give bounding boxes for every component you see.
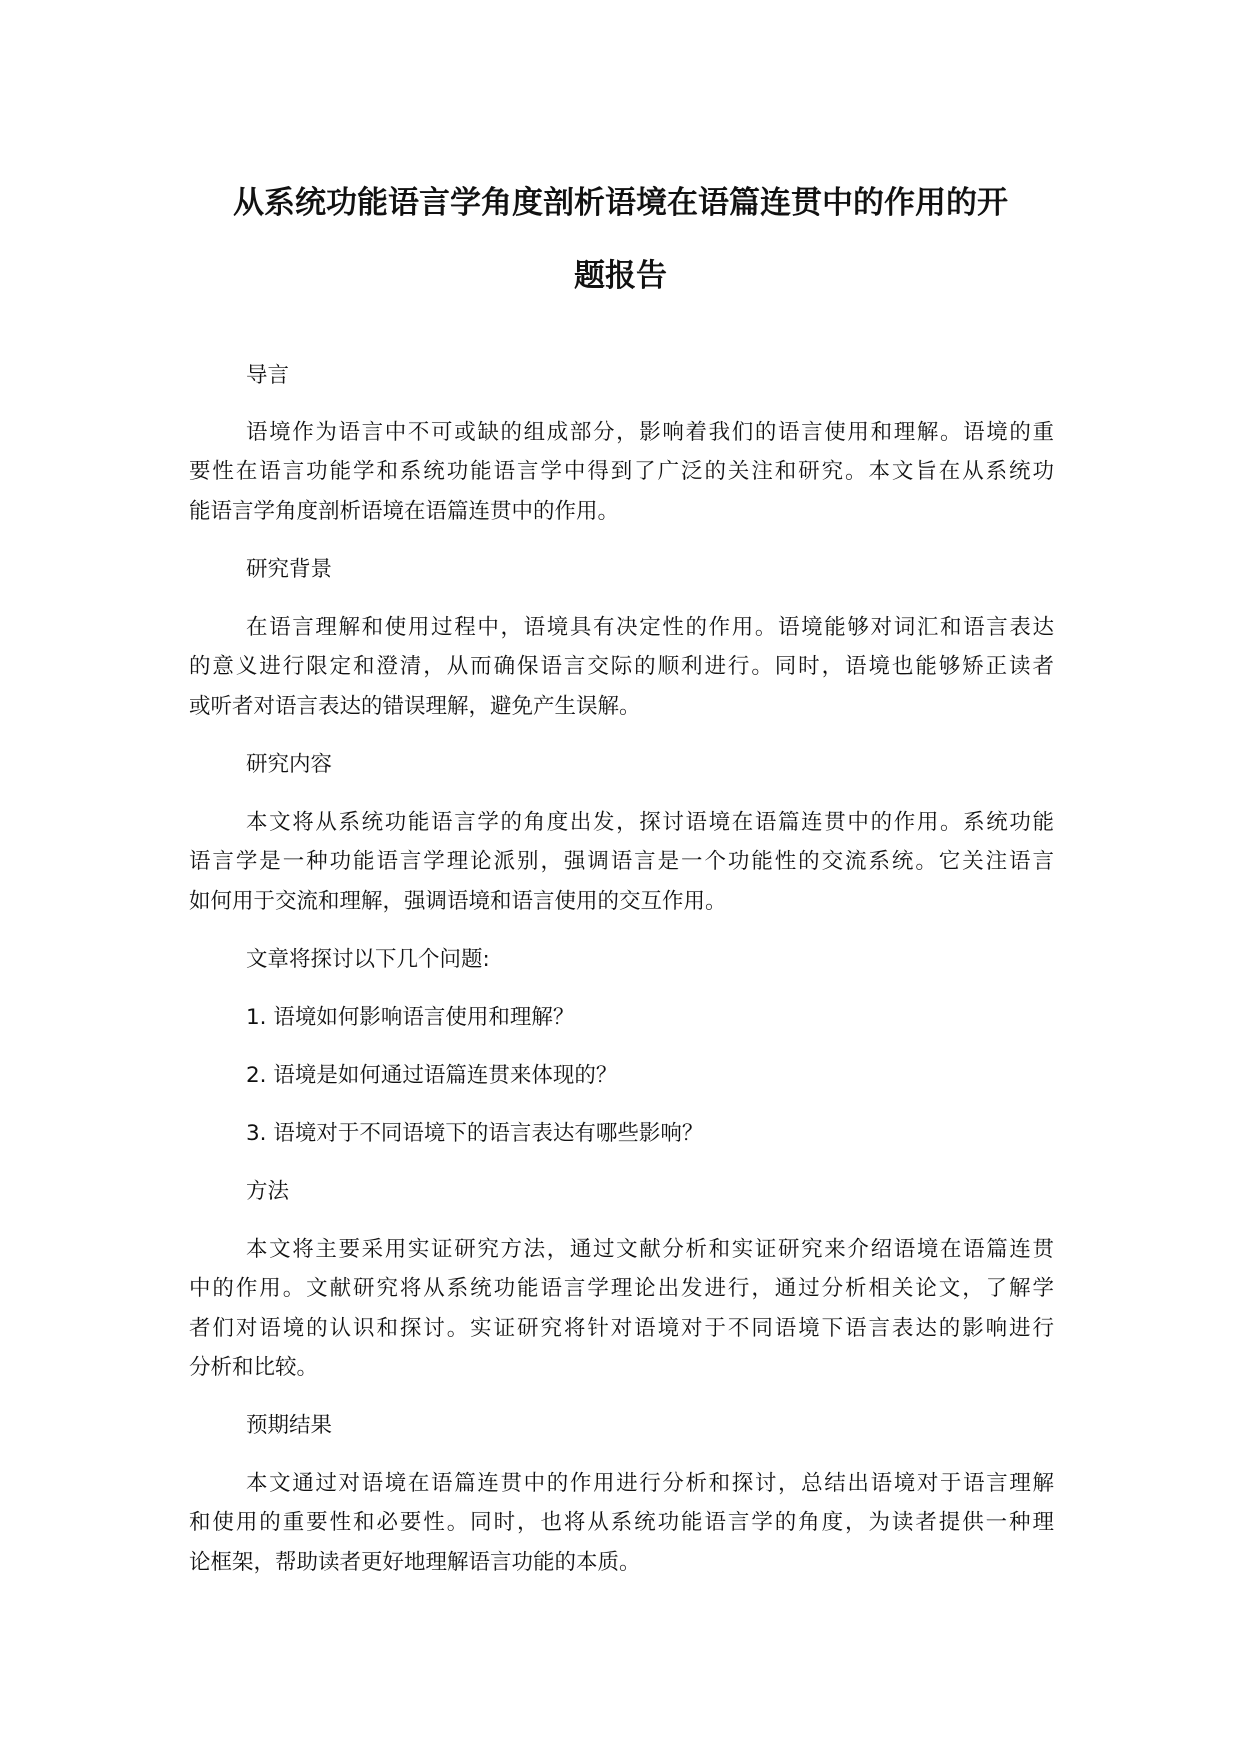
question-item: 1. 语境如何影响语言使用和理解？	[246, 1005, 575, 1030]
paragraph-line: 中的作用。文献研究将从系统功能语言学理论出发进行，通过分析相关论文，了解学	[189, 1276, 1054, 1301]
paragraph-line: 和使用的重要性和必要性。同时，也将从系统功能语言学的角度，为读者提供一种理	[189, 1510, 1054, 1535]
document-title-line-1: 从系统功能语言学角度剖析语境在语篇连贯中的作用的开	[233, 185, 1008, 221]
paragraph-line: 分析和比较。	[189, 1355, 319, 1380]
paragraph-line: 本文将从系统功能语言学的角度出发，探讨语境在语篇连贯中的作用。系统功能	[246, 810, 1054, 835]
paragraph-line: 本文通过对语境在语篇连贯中的作用进行分析和探讨，总结出语境对于语言理解	[246, 1471, 1054, 1496]
paragraph-line: 要性在语言功能学和系统功能语言学中得到了广泛的关注和研究。本文旨在从系统功	[189, 459, 1054, 484]
paragraph-line: 语言学是一种功能语言学理论派别，强调语言是一个功能性的交流系统。它关注语言	[189, 849, 1054, 874]
questions-intro: 文章将探讨以下几个问题:	[246, 947, 490, 972]
paragraph-line: 语境作为语言中不可或缺的组成部分，影响着我们的语言使用和理解。语境的重	[246, 420, 1054, 445]
section-heading-background: 研究背景	[246, 557, 333, 582]
document-title-line-2: 题报告	[574, 258, 667, 294]
section-heading-method: 方法	[246, 1179, 290, 1204]
section-heading-results: 预期结果	[246, 1413, 333, 1438]
paragraph-line: 如何用于交流和理解，强调语境和语言使用的交互作用。	[189, 889, 727, 914]
paragraph-line: 本文将主要采用实证研究方法，通过文献分析和实证研究来介绍语境在语篇连贯	[246, 1237, 1054, 1262]
paragraph-line: 者们对语境的认识和探讨。实证研究将针对语境对于不同语境下语言表达的影响进行	[189, 1316, 1054, 1341]
paragraph-line: 或听者对语言表达的错误理解，避免产生误解。	[189, 694, 641, 719]
question-item: 3. 语境对于不同语境下的语言表达有哪些影响？	[246, 1121, 704, 1146]
section-heading-content: 研究内容	[246, 752, 333, 777]
paragraph-line: 的意义进行限定和澄清，从而确保语言交际的顺利进行。同时，语境也能够矫正读者	[189, 654, 1054, 679]
section-heading-intro: 导言	[246, 363, 290, 388]
paragraph-line: 在语言理解和使用过程中，语境具有决定性的作用。语境能够对词汇和语言表达	[246, 615, 1054, 640]
paragraph-line: 论框架，帮助读者更好地理解语言功能的本质。	[189, 1550, 641, 1575]
question-item: 2. 语境是如何通过语篇连贯来体现的？	[246, 1063, 618, 1088]
paragraph-line: 能语言学角度剖析语境在语篇连贯中的作用。	[189, 499, 620, 524]
